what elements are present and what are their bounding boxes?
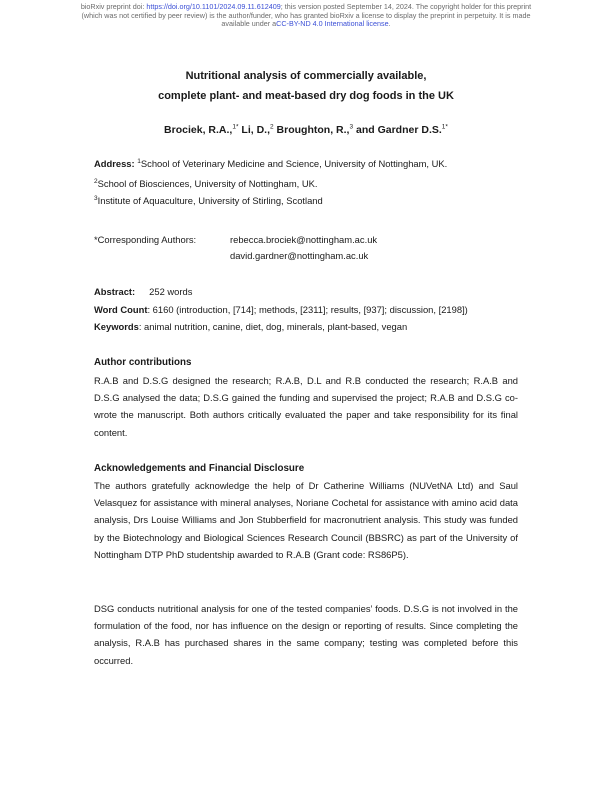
corresponding-email-2[interactable]: david.gardner@nottingham.ac.uk: [230, 250, 369, 261]
title-line-1: Nutritional analysis of commercially available,: [185, 70, 427, 82]
word-count: Word Count: 6160 (introduction, [714]; methods, [2311]; results, [937]; discussion, [2198]): [94, 304, 468, 315]
acknowledgements-paragraph: The authors gratefully acknowledge the help of Dr Catherine Williams (NUVetNA Ltd) and Saul Velasquez for assistance with mineral analyses, Noriane Cochetal for assistance with amino acid data analysis, Drs Louise Williams and Jon Stubberfield for macronutrient analysis. This study was funded by the Biotechnology and Biological Sciences Research Council (BBSRC) as part of the University of Nottingham DTP PhD studentship awarded to R.A.B (Grant code: RS86P5).: [94, 480, 518, 560]
doi-link[interactable]: https://doi.org/10.1101/2024.09.11.612409: [146, 2, 281, 11]
abstract-count: Abstract: 252 words: [94, 286, 193, 297]
author-4: Gardner D.S.: [377, 124, 442, 136]
address-line-2: $^2$School of Biosciences, University of Nottingham, UK.: [94, 177, 318, 189]
acknowledgements-heading: Acknowledgements and Financial Disclosure: [94, 463, 305, 474]
license-link[interactable]: CC-BY-ND 4.0 International license: [276, 19, 389, 29]
keywords: Keywords: animal nutrition, canine, diet, dog, minerals, plant-based, vegan: [94, 321, 408, 332]
corresponding-email-1[interactable]: rebecca.brociek@nottingham.ac.uk: [230, 234, 378, 245]
address-label: Address:: [94, 158, 135, 169]
preprint-header: [0, 3, 612, 29]
header-line-1: bioRxiv preprint doi: https://doi.org/10.1101/2024.09.11.612409; this version posted September 14, 2024. The copyright holder for this preprint: [80, 2, 532, 11]
paper-title: [0, 66, 612, 106]
author-3: Broughton, R.,: [276, 124, 350, 136]
contributions-paragraph: R.A.B and D.S.G designed the research; R.A.B, D.L and R.B conducted the research; R.A.B and D.S.G analysed the data; D.S.G gained the funding and supervised the project; R.A.B and D.S.G co-wrote the manuscript. Both authors critically evaluated the paper and take responsibility for its final content.: [94, 375, 518, 438]
header-line-3: available under aCC-BY-ND 4.0 International license.: [221, 19, 391, 29]
corresponding-label: *Corresponding Authors:: [94, 234, 197, 245]
author-2: Li, D.,: [241, 124, 270, 136]
address-line-3: $^3$Institute of Aquaculture, University of Stirling, Scotland: [94, 194, 323, 206]
author-list: Brociek, R.A.,$^{1*}$ Li, D.,$^2$ Broughton, R.,$^3$ and Gardner D.S.$^{1*}$: [164, 123, 448, 136]
title-line-2: complete plant- and meat-based dry dog foods in the UK: [158, 90, 454, 102]
header-line-2: (which was not certified by peer review) is the author/funder, who has granted bioRxiv a license to display the preprint in perpetuity. It is made: [81, 10, 531, 20]
disclosure-paragraph: DSG conducts nutritional analysis for one of the tested companies’ foods. D.S.G is not involved in the formulation of the food, nor has influence on the design or reporting of results. Since completing the analysis, R.A.B has purchased shares in the same company; testing was completed before this occurred.: [94, 603, 518, 666]
contributions-heading: Author contributions: [94, 357, 192, 368]
address-line-1: Address: $^1$School of Veterinary Medicine and Science, University of Nottingham, UK.: [94, 157, 448, 169]
author-1: Brociek, R.A.,: [164, 124, 233, 136]
